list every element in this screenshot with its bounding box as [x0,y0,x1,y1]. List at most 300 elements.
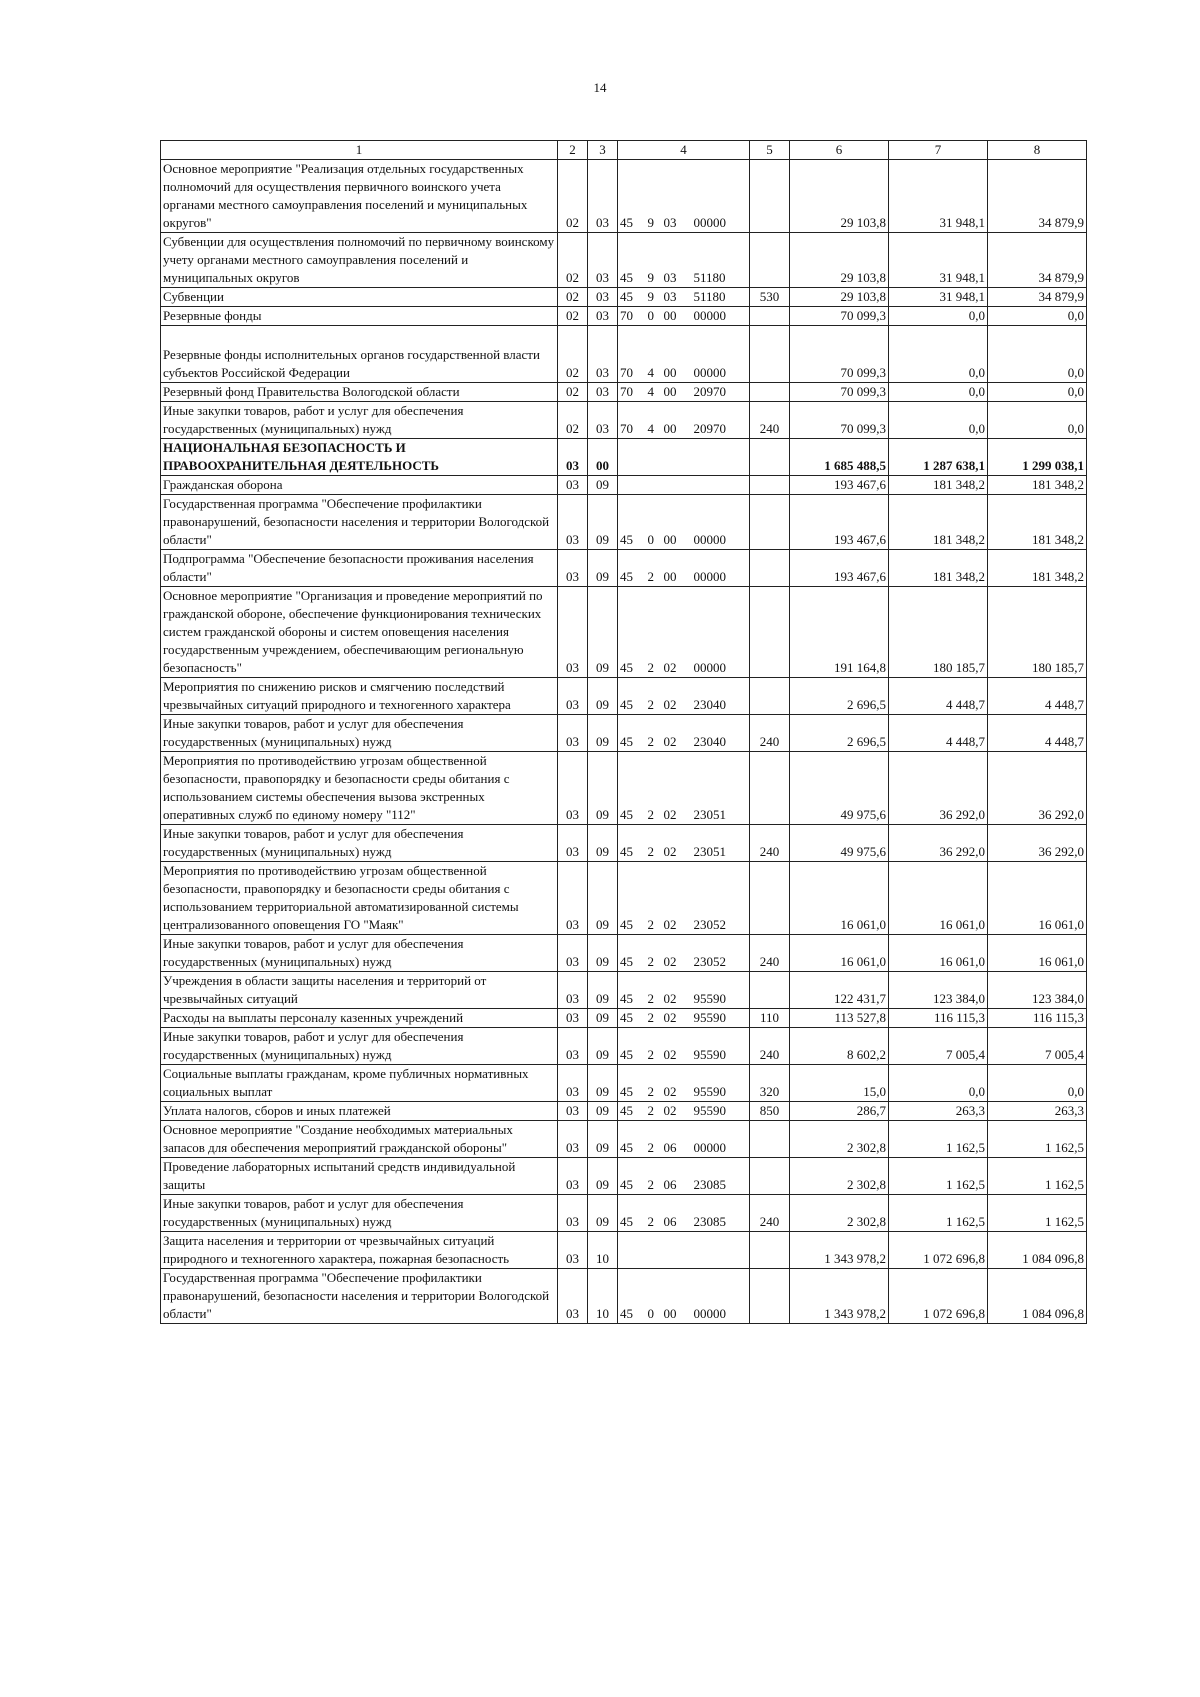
expense-type-code: 110 [750,1009,790,1028]
subprogram-code: 4 [646,383,662,402]
direction-code [692,1232,750,1269]
subsection-code: 03 [588,233,618,288]
program-code: 45 [618,1102,646,1121]
expense-type-code [750,678,790,715]
subprogram-code: 9 [646,160,662,233]
amount-year-3: 1 084 096,8 [988,1232,1087,1269]
amount-year-1: 16 061,0 [790,935,889,972]
subprogram-code: 2 [646,550,662,587]
section-code: 03 [558,1102,588,1121]
amount-year-2: 1 072 696,8 [889,1269,988,1324]
expense-type-code: 240 [750,1195,790,1232]
section-code: 03 [558,862,588,935]
program-code: 45 [618,715,646,752]
section-code: 03 [558,1121,588,1158]
program-code: 45 [618,233,646,288]
amount-year-3: 1 162,5 [988,1195,1087,1232]
table-row [161,1121,1087,1158]
expense-type-code: 240 [750,935,790,972]
amount-year-3: 1 162,5 [988,1121,1087,1158]
direction-code: 20970 [692,383,750,402]
header-cell: 7 [889,141,988,160]
direction-code: 95590 [692,972,750,1009]
expense-type-code [750,383,790,402]
event-code [662,439,692,476]
amount-year-3: 181 348,2 [988,495,1087,550]
row-name: Иные закупки товаров, работ и услуг для обеспечения государственных (муниципальных) нужд [161,1028,558,1065]
amount-year-2: 4 448,7 [889,715,988,752]
direction-code: 95590 [692,1009,750,1028]
direction-code: 23040 [692,715,750,752]
amount-year-1: 70 099,3 [790,383,889,402]
subsection-code: 09 [588,1102,618,1121]
subsection-code: 09 [588,972,618,1009]
amount-year-1: 1 343 978,2 [790,1269,889,1324]
event-code: 00 [662,326,692,383]
section-code: 03 [558,972,588,1009]
subprogram-code: 4 [646,326,662,383]
direction-code: 51180 [692,288,750,307]
event-code: 00 [662,307,692,326]
amount-year-2: 31 948,1 [889,160,988,233]
amount-year-1: 2 302,8 [790,1195,889,1232]
subprogram-code [646,439,662,476]
amount-year-2: 0,0 [889,1065,988,1102]
event-code [662,476,692,495]
amount-year-1: 193 467,6 [790,476,889,495]
row-name: Уплата налогов, сборов и иных платежей [161,1102,558,1121]
row-name: Иные закупки товаров, работ и услуг для обеспечения государственных (муниципальных) нужд [161,825,558,862]
amount-year-3: 34 879,9 [988,288,1087,307]
subprogram-code: 2 [646,1009,662,1028]
section-code: 03 [558,550,588,587]
row-name: Учреждения в области защиты населения и территорий от чрезвычайных ситуаций [161,972,558,1009]
table-row [161,1158,1087,1195]
table-row [161,495,1087,550]
amount-year-2: 16 061,0 [889,862,988,935]
subprogram-code: 2 [646,1195,662,1232]
row-name: Расходы на выплаты персоналу казенных учреждений [161,1009,558,1028]
amount-year-3: 36 292,0 [988,752,1087,825]
program-code: 45 [618,972,646,1009]
row-name: Иные закупки товаров, работ и услуг для обеспечения государственных (муниципальных) нужд [161,935,558,972]
row-name: Проведение лабораторных испытаний средств индивидуальной защиты [161,1158,558,1195]
subsection-code: 09 [588,935,618,972]
table-row [161,288,1087,307]
subsection-code: 09 [588,495,618,550]
subprogram-code: 2 [646,587,662,678]
row-name: Подпрограмма "Обеспечение безопасности проживания населения области" [161,550,558,587]
direction-code: 00000 [692,1269,750,1324]
row-name: НАЦИОНАЛЬНАЯ БЕЗОПАСНОСТЬ И ПРАВООХРАНИТЕЛЬНАЯ ДЕЯТЕЛЬНОСТЬ [161,439,558,476]
subsection-code: 10 [588,1269,618,1324]
direction-code: 00000 [692,326,750,383]
event-code: 02 [662,1102,692,1121]
section-code: 02 [558,402,588,439]
row-name: Иные закупки товаров, работ и услуг для обеспечения государственных (муниципальных) нужд [161,1195,558,1232]
section-code: 03 [558,1232,588,1269]
amount-year-3: 0,0 [988,1065,1087,1102]
program-code: 45 [618,288,646,307]
program-code: 45 [618,825,646,862]
table-row [161,587,1087,678]
event-code: 02 [662,1065,692,1102]
table-row [161,752,1087,825]
expense-type-code [750,476,790,495]
event-code: 06 [662,1121,692,1158]
section-code: 03 [558,1195,588,1232]
section-code: 02 [558,326,588,383]
event-code: 03 [662,288,692,307]
amount-year-1: 29 103,8 [790,288,889,307]
amount-year-2: 0,0 [889,402,988,439]
direction-code: 23052 [692,862,750,935]
subprogram-code: 2 [646,715,662,752]
section-code: 03 [558,1065,588,1102]
subsection-code: 03 [588,307,618,326]
header-cell: 5 [750,141,790,160]
table-row [161,678,1087,715]
subsection-code: 09 [588,678,618,715]
direction-code: 23051 [692,825,750,862]
program-code: 45 [618,678,646,715]
expense-type-code: 530 [750,288,790,307]
amount-year-1: 70 099,3 [790,402,889,439]
table-row [161,972,1087,1009]
expense-type-code [750,1232,790,1269]
expense-type-code [750,752,790,825]
row-name: Мероприятия по противодействию угрозам общественной безопасности, правопорядку и безопасности среды обитания с использованием системы обеспечения вызова экстренных оперативных служб по единому номеру "112" [161,752,558,825]
subprogram-code: 0 [646,307,662,326]
expense-type-code [750,1269,790,1324]
amount-year-1: 15,0 [790,1065,889,1102]
direction-code: 00000 [692,587,750,678]
header-cell: 4 [618,141,750,160]
subsection-code: 03 [588,288,618,307]
direction-code: 95590 [692,1102,750,1121]
row-name: Гражданская оборона [161,476,558,495]
section-code: 02 [558,383,588,402]
amount-year-3: 180 185,7 [988,587,1087,678]
table-row [161,1269,1087,1324]
event-code: 02 [662,972,692,1009]
subprogram-code: 2 [646,825,662,862]
program-code: 45 [618,1009,646,1028]
program-code: 45 [618,862,646,935]
event-code [662,1232,692,1269]
expense-type-code [750,587,790,678]
table-row [161,233,1087,288]
amount-year-3: 181 348,2 [988,476,1087,495]
subsection-code: 09 [588,1065,618,1102]
amount-year-1: 113 527,8 [790,1009,889,1028]
amount-year-1: 2 302,8 [790,1121,889,1158]
direction-code: 23051 [692,752,750,825]
amount-year-1: 49 975,6 [790,825,889,862]
row-name: Государственная программа "Обеспечение профилактики правонарушений, безопасности населения и территории Вологодской области" [161,495,558,550]
amount-year-1: 2 696,5 [790,715,889,752]
program-code: 70 [618,383,646,402]
direction-code: 51180 [692,233,750,288]
subsection-code: 09 [588,1009,618,1028]
amount-year-3: 0,0 [988,402,1087,439]
subprogram-code: 4 [646,402,662,439]
amount-year-1: 122 431,7 [790,972,889,1009]
event-code: 03 [662,233,692,288]
table-row [161,715,1087,752]
row-name: Иные закупки товаров, работ и услуг для обеспечения государственных (муниципальных) нужд [161,715,558,752]
table-row [161,326,1087,383]
section-code: 03 [558,1269,588,1324]
subprogram-code: 2 [646,1102,662,1121]
subsection-code: 09 [588,715,618,752]
event-code: 02 [662,587,692,678]
section-code: 03 [558,752,588,825]
amount-year-3: 0,0 [988,383,1087,402]
amount-year-1: 1 685 488,5 [790,439,889,476]
program-code [618,1232,646,1269]
direction-code: 00000 [692,550,750,587]
amount-year-2: 181 348,2 [889,550,988,587]
direction-code: 23085 [692,1195,750,1232]
table-row [161,1102,1087,1121]
table-row [161,862,1087,935]
table-body [161,160,1087,1324]
row-name: Основное мероприятие "Создание необходимых материальных запасов для обеспечения мероприятий гражданской обороны" [161,1121,558,1158]
direction-code: 20970 [692,402,750,439]
amount-year-1: 16 061,0 [790,862,889,935]
table-row [161,1065,1087,1102]
subprogram-code: 2 [646,935,662,972]
row-name: Субвенции [161,288,558,307]
row-name: Защита населения и территории от чрезвычайных ситуаций природного и техногенного характера, пожарная безопасность [161,1232,558,1269]
subprogram-code [646,476,662,495]
program-code [618,476,646,495]
program-code: 45 [618,1195,646,1232]
amount-year-3: 36 292,0 [988,825,1087,862]
amount-year-2: 36 292,0 [889,752,988,825]
subprogram-code: 2 [646,972,662,1009]
amount-year-3: 34 879,9 [988,233,1087,288]
amount-year-1: 191 164,8 [790,587,889,678]
section-code: 03 [558,587,588,678]
amount-year-2: 180 185,7 [889,587,988,678]
subsection-code: 09 [588,1158,618,1195]
subprogram-code: 9 [646,233,662,288]
event-code: 00 [662,383,692,402]
program-code: 45 [618,1121,646,1158]
subsection-code: 09 [588,1121,618,1158]
amount-year-2: 0,0 [889,307,988,326]
subsection-code: 09 [588,587,618,678]
expense-type-code: 240 [750,825,790,862]
amount-year-1: 29 103,8 [790,160,889,233]
direction-code: 95590 [692,1028,750,1065]
event-code: 02 [662,862,692,935]
header-cell: 3 [588,141,618,160]
subsection-code: 03 [588,383,618,402]
table-row [161,476,1087,495]
expense-type-code [750,1158,790,1195]
section-code: 03 [558,439,588,476]
program-code: 45 [618,1028,646,1065]
subsection-code: 03 [588,326,618,383]
event-code: 06 [662,1195,692,1232]
amount-year-3: 4 448,7 [988,678,1087,715]
program-code: 45 [618,935,646,972]
row-name: Мероприятия по противодействию угрозам общественной безопасности, правопорядку и безопасности среды обитания с использованием территориальной автоматизированной системы централизованного оповещения ГО "Маяк" [161,862,558,935]
amount-year-1: 8 602,2 [790,1028,889,1065]
event-code: 02 [662,1028,692,1065]
event-code: 02 [662,935,692,972]
expense-type-code: 240 [750,715,790,752]
direction-code: 95590 [692,1065,750,1102]
subsection-code: 03 [588,402,618,439]
row-name: Мероприятия по снижению рисков и смягчению последствий чрезвычайных ситуаций природного и техногенного характера [161,678,558,715]
event-code: 02 [662,752,692,825]
expense-type-code [750,1121,790,1158]
amount-year-2: 263,3 [889,1102,988,1121]
section-code: 03 [558,825,588,862]
amount-year-2: 0,0 [889,326,988,383]
subprogram-code: 2 [646,678,662,715]
header-cell: 8 [988,141,1087,160]
table-row [161,1195,1087,1232]
amount-year-3: 7 005,4 [988,1028,1087,1065]
subprogram-code: 2 [646,1121,662,1158]
event-code: 00 [662,402,692,439]
table-row [161,402,1087,439]
row-name: Иные закупки товаров, работ и услуг для обеспечения государственных (муниципальных) нужд [161,402,558,439]
amount-year-1: 70 099,3 [790,326,889,383]
table-row [161,1028,1087,1065]
row-name: Основное мероприятие "Организация и проведение мероприятий по гражданской обороне, обеспечение функционирования технических систем гражданской обороны и систем оповещения населения государственным учреждением, обеспечивающим региональную безопасность" [161,587,558,678]
expense-type-code [750,495,790,550]
direction-code: 00000 [692,495,750,550]
amount-year-1: 29 103,8 [790,233,889,288]
section-code: 03 [558,476,588,495]
amount-year-2: 0,0 [889,383,988,402]
subprogram-code: 0 [646,1269,662,1324]
subprogram-code: 0 [646,495,662,550]
direction-code [692,439,750,476]
amount-year-2: 181 348,2 [889,476,988,495]
expense-type-code [750,307,790,326]
amount-year-2: 1 162,5 [889,1158,988,1195]
amount-year-2: 4 448,7 [889,678,988,715]
amount-year-2: 1 287 638,1 [889,439,988,476]
header-cell: 1 [161,141,558,160]
event-code: 00 [662,495,692,550]
program-code: 45 [618,1158,646,1195]
amount-year-2: 1 072 696,8 [889,1232,988,1269]
expense-type-code: 320 [750,1065,790,1102]
subsection-code: 09 [588,550,618,587]
amount-year-3: 16 061,0 [988,935,1087,972]
table-row [161,307,1087,326]
amount-year-3: 1 162,5 [988,1158,1087,1195]
direction-code: 00000 [692,1121,750,1158]
direction-code: 23040 [692,678,750,715]
program-code: 45 [618,495,646,550]
subsection-code: 00 [588,439,618,476]
expense-type-code: 850 [750,1102,790,1121]
subsection-code: 09 [588,1028,618,1065]
event-code: 00 [662,1269,692,1324]
header-row [161,141,1087,160]
subsection-code: 09 [588,862,618,935]
table-row [161,1009,1087,1028]
amount-year-3: 1 299 038,1 [988,439,1087,476]
amount-year-3: 4 448,7 [988,715,1087,752]
subprogram-code: 2 [646,1065,662,1102]
amount-year-2: 7 005,4 [889,1028,988,1065]
event-code: 03 [662,160,692,233]
section-code: 03 [558,1158,588,1195]
subsection-code: 09 [588,752,618,825]
expense-type-code: 240 [750,402,790,439]
program-code: 45 [618,1065,646,1102]
section-code: 02 [558,233,588,288]
amount-year-1: 2 696,5 [790,678,889,715]
amount-year-3: 116 115,3 [988,1009,1087,1028]
amount-year-1: 193 467,6 [790,550,889,587]
row-name: Основное мероприятие "Реализация отдельных государственных полномочий для осуществления первичного воинского учета органами местного самоуправления поселений и муниципальных округов" [161,160,558,233]
section-code: 03 [558,935,588,972]
row-name: Резервный фонд Правительства Вологодской области [161,383,558,402]
program-code: 45 [618,752,646,825]
table-row [161,1232,1087,1269]
event-code: 02 [662,825,692,862]
program-code: 45 [618,1269,646,1324]
subprogram-code: 2 [646,862,662,935]
table-row [161,550,1087,587]
expense-type-code [750,862,790,935]
subprogram-code: 2 [646,1158,662,1195]
subprogram-code: 2 [646,1028,662,1065]
header-cell: 2 [558,141,588,160]
amount-year-1: 1 343 978,2 [790,1232,889,1269]
section-code: 03 [558,495,588,550]
table-row [161,825,1087,862]
amount-year-3: 181 348,2 [988,550,1087,587]
table-row [161,160,1087,233]
expense-type-code [750,233,790,288]
subsection-code: 03 [588,160,618,233]
amount-year-3: 0,0 [988,307,1087,326]
amount-year-1: 49 975,6 [790,752,889,825]
amount-year-2: 16 061,0 [889,935,988,972]
direction-code: 23085 [692,1158,750,1195]
amount-year-2: 181 348,2 [889,495,988,550]
section-code: 02 [558,288,588,307]
subprogram-code: 9 [646,288,662,307]
event-code: 02 [662,715,692,752]
event-code: 06 [662,1158,692,1195]
row-name: Социальные выплаты гражданам, кроме публичных нормативных социальных выплат [161,1065,558,1102]
section-code: 03 [558,678,588,715]
expense-type-code: 240 [750,1028,790,1065]
expense-type-code [750,439,790,476]
table-row [161,439,1087,476]
expense-type-code [750,160,790,233]
subprogram-code: 2 [646,752,662,825]
amount-year-1: 193 467,6 [790,495,889,550]
section-code: 02 [558,307,588,326]
page-number: 14 [593,80,607,95]
direction-code [692,476,750,495]
section-code: 03 [558,1009,588,1028]
